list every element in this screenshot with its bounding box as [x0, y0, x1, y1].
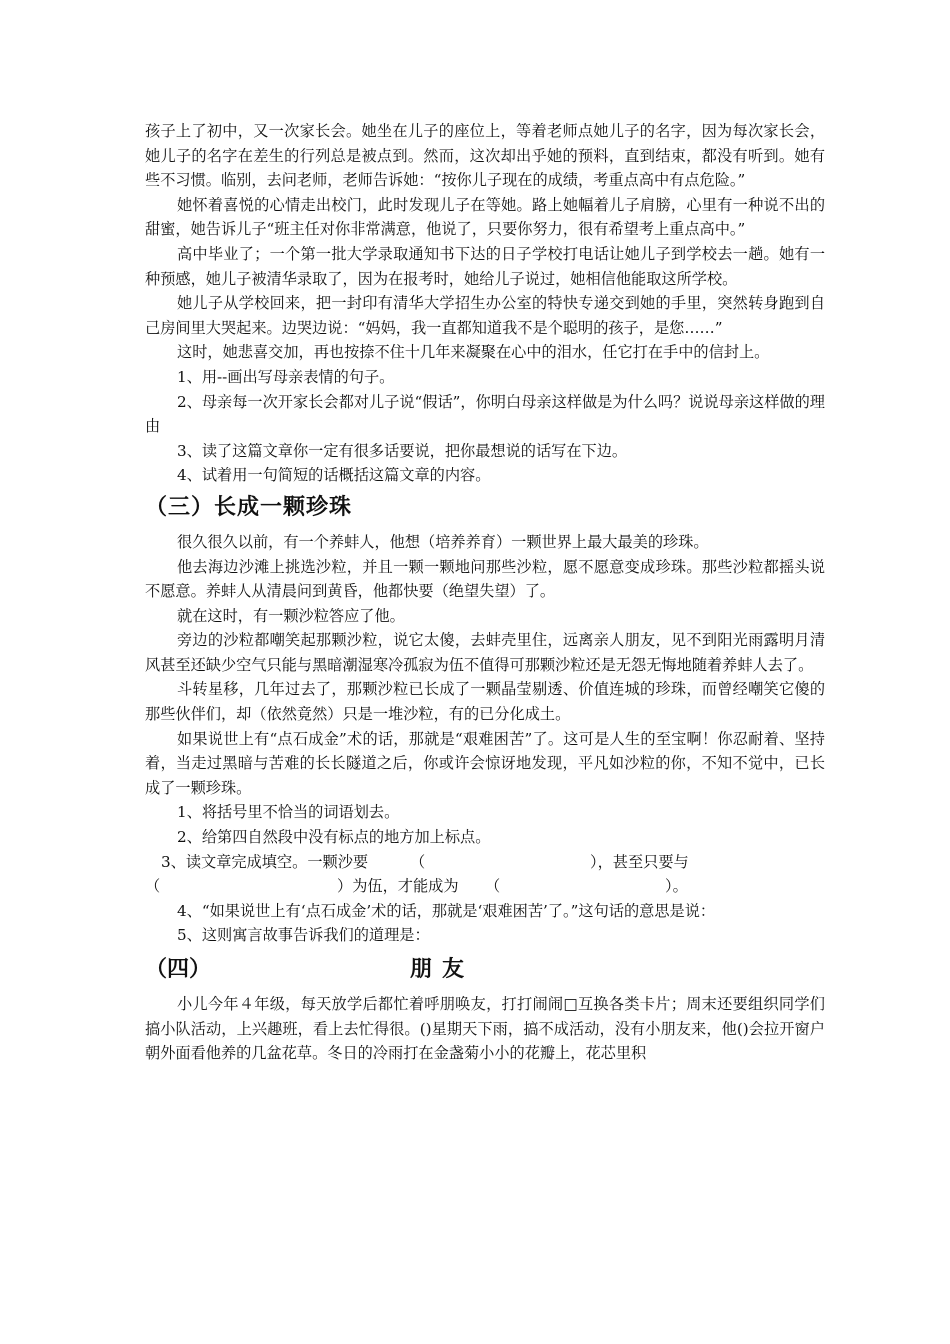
story2-question: 2、母亲每一次开家长会都对儿子说“假话”，你明白母亲这样做是为什么吗？说说母亲这样做的理由	[145, 392, 825, 436]
story3-question-fill-blank-continued	[145, 874, 825, 899]
story4-paragraph: 小儿今年４年级，每天放学后都忙着呼朋唤友，打打闹闹□互换各类卡片；周末还要组织同学们搞小队活动，上兴趣班，看上去忙得很。()星期天下雨，搞不成活动，没有小朋友来，他()会拉开窗户朝外面看他养的几盆花草。冬日的冷雨打在金盏菊小小的花瓣上，花芯里积	[145, 995, 825, 1063]
story2-paragraph: 高中毕业了；一个第一批大学录取通知书下达的日子学校打电话让她儿子到学校去一趟。她有一种预感，她儿子被清华录取了，因为在报考时，她给儿子说过，她相信他能取这所学校。	[145, 244, 825, 288]
story3-question: 4、“如果说世上有‘点石成金’术的话，那就是‘艰难困苦’了。”这句话的意思是说：	[177, 901, 716, 920]
story3-paragraph: 如果说世上有“点石成金”术的话，那就是“艰难困苦”了。这可是人生的至宝啊！你忍耐着、坚持着，当走过黑暗与苦难的长长隧道之后，你或许会惊讶地发现，平凡如沙粒的你，不知不觉中，已长成了一颗珍珠。	[145, 729, 825, 797]
story3-paragraph: 很久很久以前，有一个养蚌人，他想（培养养育）一颗世界上最大最美的珍珠。	[177, 532, 709, 551]
story3-question: 2、给第四自然段中没有标点的地方加上标点。	[177, 828, 491, 847]
story2-question: 1、用--画出写母亲表情的句子。	[177, 367, 395, 386]
section-heading-4	[145, 954, 825, 986]
blank-close: ）为伍，才能成为	[337, 877, 459, 896]
story2-question: 4、试着用一句简短的话概括这篇文章的内容。	[177, 466, 491, 485]
section-heading-number: （四）	[145, 957, 212, 982]
blank-open: （	[145, 877, 161, 896]
story3-question: 5、这则寓言故事告诉我们的道理是：	[177, 926, 430, 945]
section-heading-3: （三）长成一颗珍珠	[145, 494, 353, 520]
story3-question-fill-blank	[145, 850, 825, 875]
story2-paragraph: 她儿子从学校回来，把一封印有清华大学招生办公室的特快专递交到她的手里，突然转身跑到自己房间里大哭起来。边哭边说：“妈妈，我一直都知道我不是个聪明的孩子，是您……”	[145, 294, 825, 337]
fill-blank-prefix: 3、读文章完成填空。一颗沙要	[161, 852, 369, 871]
story3-paragraph: 就在这时，有一颗沙粒答应了他。	[177, 606, 405, 625]
story3-question: 1、将括号里不恰当的词语划去。	[177, 803, 400, 822]
blank-open: （	[410, 852, 426, 871]
story2-question: 3、读了这篇文章你一定有很多话要说，把你最想说的话写在下边。	[177, 441, 628, 460]
section-heading-title: 朋友	[410, 957, 475, 982]
blank-open: （	[485, 877, 501, 896]
document-content	[145, 119, 825, 1066]
story3-paragraph: 他去海边沙滩上挑选沙粒，并且一颗一颗地问那些沙粒，愿不愿意变成珍珠。那些沙粒都摇头说不愿意。养蚌人从清晨问到黄昏，他都快要（绝望失望）了。	[145, 557, 825, 601]
blank-close: ）。	[665, 877, 688, 896]
story3-paragraph: 旁边的沙粒都嘲笑起那颗沙粒，说它太傻，去蚌壳里住，远离亲人朋友，见不到阳光雨露明月清风甚至还缺少空气只能与黑暗潮湿寒冷孤寂为伍不值得可那颗沙粒还是无怨无悔地随着养蚌人去了。	[145, 631, 825, 674]
story2-paragraph: 她怀着喜悦的心情走出校门，此时发现儿子在等她。路上她幅着儿子肩膀，心里有一种说不出的甜蜜，她告诉儿子“班主任对你非常满意，他说了，只要你努力，很有希望考上重点高中。”	[145, 195, 825, 239]
story3-paragraph: 斗转星移，几年过去了，那颗沙粒已长成了一颗晶莹剔透、价值连城的珍珠，而曾经嘲笑它傻的那些伙伴们，却（依然竟然）只是一堆沙粒，有的已分化成土。	[145, 680, 825, 724]
story2-paragraph: 这时，她悲喜交加，再也按捺不住十几年来凝聚在心中的泪水，任它打在手中的信封上。	[177, 343, 770, 362]
story2-paragraph: 孩子上了初中，又一次家长会。她坐在儿子的座位上，等着老师点她儿子的名字，因为每次家长会，她儿子的名字在差生的行列总是被点到。然而，这次却出乎她的预料，直到结束，都没有听到。她有些不习惯。临别，去问老师，老师告诉她：“按你儿子现在的成绩，考重点高中有点危险。”	[145, 122, 825, 190]
blank-close: ），甚至只要与	[590, 852, 689, 871]
